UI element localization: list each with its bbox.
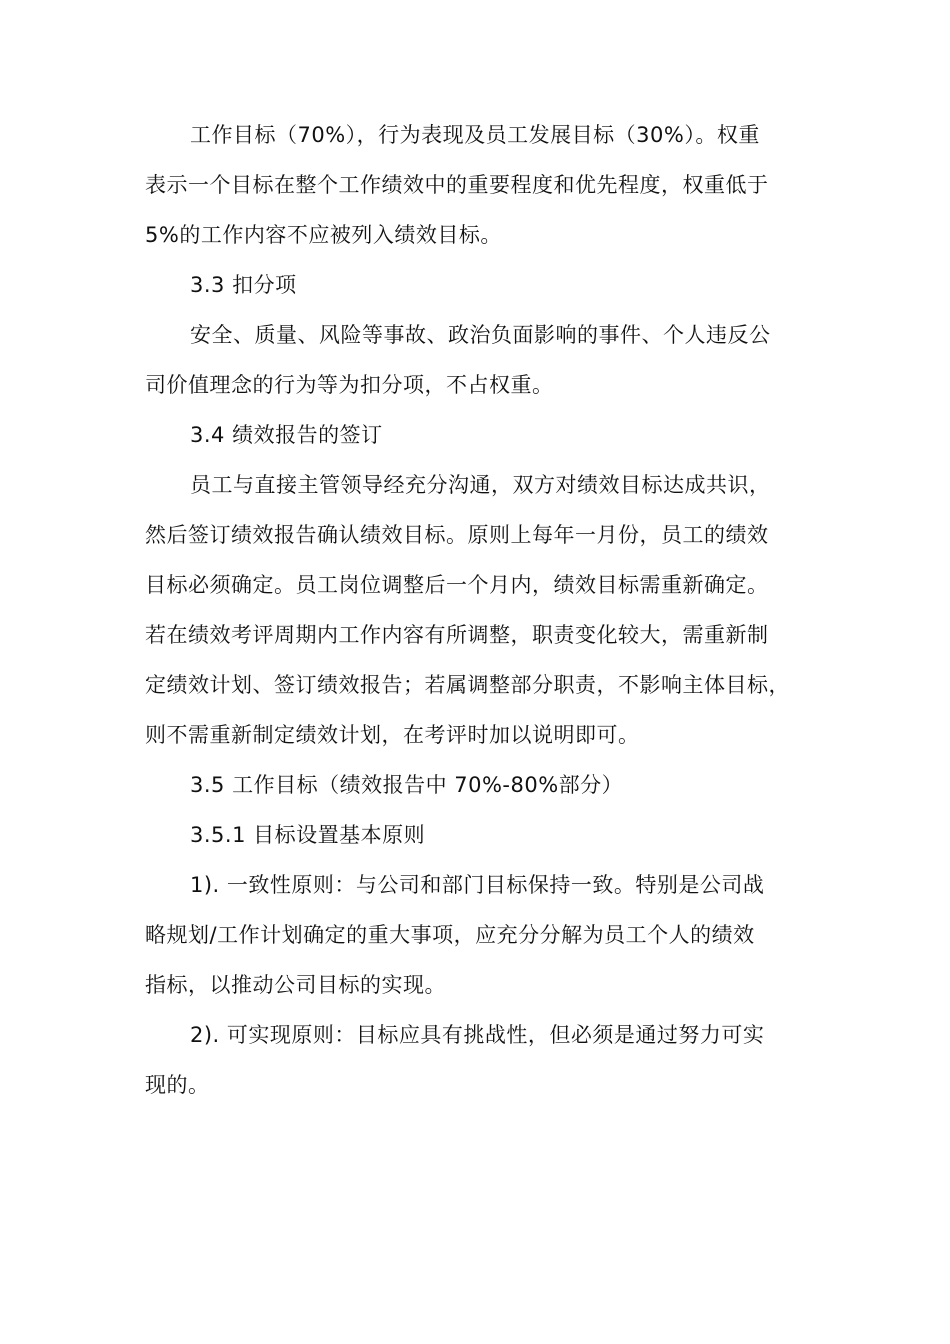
paragraph-weights-line-2: 表示一个目标在整个工作绩效中的重要程度和优先程度，权重低于: [145, 173, 769, 197]
principle-1-line-2: 略规划/工作计划确定的重大事项，应充分分解为员工个人的绩效: [145, 923, 755, 947]
section-heading-3-3: 3.3 扣分项: [190, 273, 297, 297]
paragraph-signing-line-1: 员工与直接主管领导经充分沟通，双方对绩效目标达成共识，: [190, 473, 771, 497]
paragraph-deductions-line-1: 安全、质量、风险等事故、政治负面影响的事件、个人违反公: [190, 323, 771, 347]
section-heading-3-5: 3.5 工作目标（绩效报告中 70%-80%部分）: [190, 773, 624, 797]
paragraph-weights-line-1: 工作目标（70%），行为表现及员工发展目标（30%）。权重: [190, 123, 760, 147]
principle-1-line-1: 1). 一致性原则：与公司和部门目标保持一致。特别是公司战: [190, 873, 765, 897]
section-heading-3-4: 3.4 绩效报告的签订: [190, 423, 383, 447]
paragraph-signing-line-4: 若在绩效考评周期内工作内容有所调整，职责变化较大，需重新制: [145, 623, 769, 647]
paragraph-signing-line-2: 然后签订绩效报告确认绩效目标。原则上每年一月份，员工的绩效: [145, 523, 769, 547]
principle-1-line-3: 指标，以推动公司目标的实现。: [145, 973, 446, 997]
paragraph-signing-line-5: 定绩效计划、签订绩效报告；若属调整部分职责，不影响主体目标，: [145, 673, 790, 697]
principle-2-line-1: 2). 可实现原则：目标应具有挑战性，但必须是通过努力可实: [190, 1023, 765, 1047]
paragraph-deductions-line-2: 司价值理念的行为等为扣分项，不占权重。: [145, 373, 554, 397]
section-heading-3-5-1: 3.5.1 目标设置基本原则: [190, 823, 426, 847]
paragraph-signing-line-6: 则不需重新制定绩效计划，在考评时加以说明即可。: [145, 723, 640, 747]
principle-2-line-2: 现的。: [145, 1073, 210, 1097]
paragraph-signing-line-3: 目标必须确定。员工岗位调整后一个月内，绩效目标需重新确定。: [145, 573, 769, 597]
paragraph-weights-line-3: 5%的工作内容不应被列入绩效目标。: [145, 223, 502, 247]
